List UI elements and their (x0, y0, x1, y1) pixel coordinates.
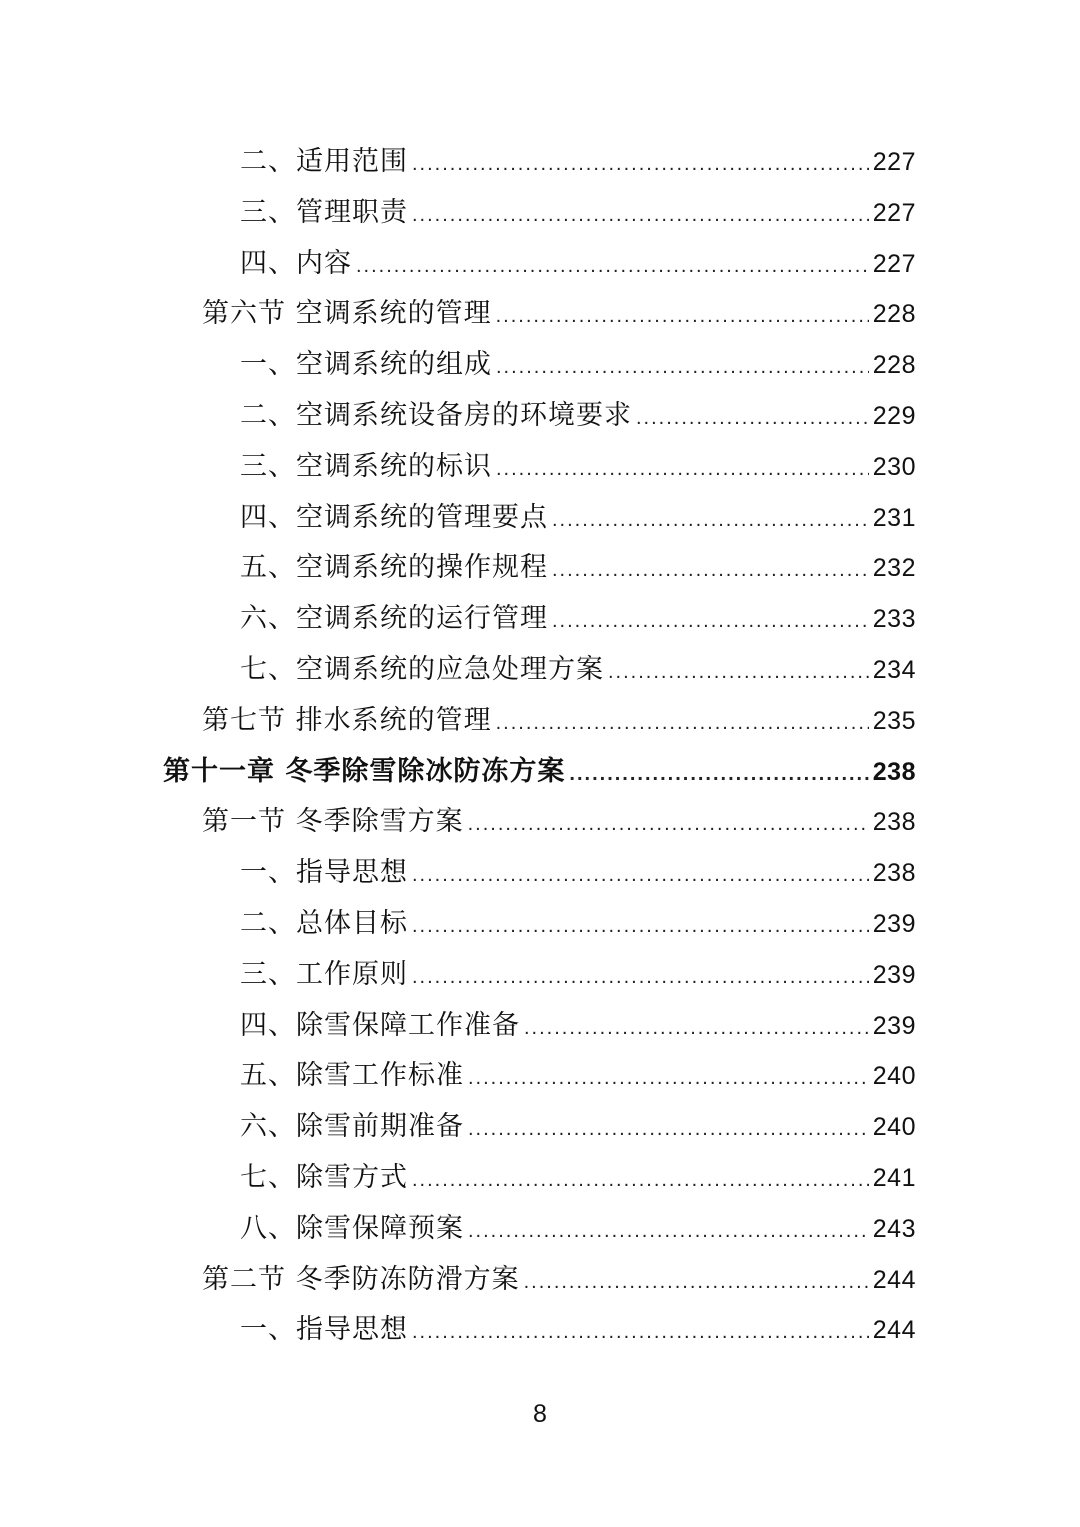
toc-entry-label: 一、指导思想 (240, 1314, 408, 1346)
toc-entry-page-number: 228 (872, 351, 916, 380)
toc-entry-page-number: 239 (872, 960, 916, 989)
toc-entry-page-number: 230 (872, 452, 916, 481)
toc-item-entry[interactable] (240, 442, 916, 492)
toc-dot-leader (552, 596, 869, 646)
toc-entry-label: 六、除雪前期准备 (240, 1111, 464, 1143)
toc-item-entry[interactable] (240, 493, 916, 543)
toc-item-entry[interactable] (240, 1204, 916, 1254)
toc-entry-page-number: 229 (872, 402, 916, 430)
toc-entry-page-number: 239 (872, 910, 916, 938)
toc-dot-leader (412, 850, 869, 900)
toc-entry-label: 八、除雪保障预案 (240, 1212, 464, 1244)
toc-item-entry[interactable] (240, 340, 916, 390)
toc-item-entry[interactable] (240, 543, 916, 593)
toc-item-entry[interactable] (240, 1001, 916, 1051)
toc-dot-leader (412, 1307, 869, 1357)
toc-section-entry[interactable] (202, 696, 916, 746)
toc-dot-leader (524, 1257, 869, 1307)
toc-dot-leader (524, 1003, 869, 1053)
toc-entry-label: 一、空调系统的组成 (240, 349, 492, 381)
toc-entry-label: 三、空调系统的标识 (240, 450, 492, 482)
toc-item-entry[interactable] (240, 391, 916, 441)
toc-entry-page-number: 228 (872, 300, 916, 329)
toc-entry-label: 第二节 冬季防冻防滑方案 (202, 1263, 520, 1295)
toc-item-entry[interactable] (240, 1051, 916, 1101)
toc-entry-page-number: 240 (872, 1113, 916, 1142)
toc-dot-leader (552, 495, 869, 545)
toc-entry-label: 一、指导思想 (240, 857, 408, 889)
toc-entry-page-number: 244 (872, 1265, 916, 1294)
toc-dot-leader (496, 291, 869, 341)
toc-entry-label: 二、空调系统设备房的环境要求 (240, 400, 632, 431)
toc-dot-leader (569, 749, 868, 799)
toc-dot-leader (356, 241, 869, 291)
toc-entry-page-number: 233 (872, 605, 916, 634)
toc-item-entry[interactable] (240, 950, 916, 1000)
toc-entry-label: 四、除雪保障工作准备 (240, 1009, 520, 1041)
toc-entry-label: 五、空调系统的操作规程 (240, 552, 548, 584)
toc-item-entry[interactable] (240, 594, 916, 644)
toc-entry-page-number: 241 (872, 1164, 916, 1192)
toc-item-entry[interactable] (240, 1305, 916, 1355)
toc-entry-page-number: 235 (872, 706, 916, 735)
toc-entry-page-number: 227 (872, 198, 916, 227)
toc-entry-label: 二、适用范围 (240, 146, 408, 177)
toc-entry-page-number: 238 (872, 859, 916, 888)
toc-entry-page-number: 239 (872, 1011, 916, 1040)
toc-dot-leader (412, 1155, 869, 1205)
toc-entry-page-number: 234 (872, 656, 916, 684)
toc-entry-page-number: 244 (872, 1316, 916, 1345)
toc-section-entry[interactable] (202, 289, 916, 339)
toc-entry-label: 七、空调系统的应急处理方案 (240, 654, 604, 685)
toc-entry-label: 二、总体目标 (240, 908, 408, 939)
toc-entry-page-number: 231 (872, 503, 916, 532)
toc-dot-leader (468, 1206, 869, 1256)
toc-dot-leader (468, 799, 869, 849)
toc-item-entry[interactable] (240, 1102, 916, 1152)
toc-item-entry[interactable] (240, 188, 916, 238)
toc-dot-leader (608, 647, 869, 697)
toc-dot-leader (552, 545, 869, 595)
toc-entry-label: 第十一章 冬季除雪除冰防冻方案 (163, 755, 566, 787)
toc-section-entry[interactable] (202, 1255, 916, 1305)
toc-item-entry[interactable] (240, 1153, 916, 1203)
toc-dot-leader (412, 952, 869, 1002)
toc-entry-label: 三、工作原则 (240, 958, 408, 990)
toc-item-entry[interactable] (240, 137, 916, 187)
toc-entry-page-number: 243 (872, 1214, 916, 1243)
toc-entry-label: 第一节 冬季除雪方案 (202, 806, 464, 838)
toc-dot-leader (412, 190, 869, 240)
toc-dot-leader (468, 1053, 869, 1103)
toc-dot-leader (496, 444, 869, 494)
toc-dot-leader (636, 393, 869, 443)
toc-entry-label: 四、空调系统的管理要点 (240, 501, 548, 533)
toc-entry-page-number: 240 (872, 1062, 916, 1091)
toc-entry-label: 五、除雪工作标准 (240, 1060, 464, 1092)
toc-entry-label: 六、空调系统的运行管理 (240, 603, 548, 635)
toc-item-entry[interactable] (240, 239, 916, 289)
toc-section-entry[interactable] (202, 797, 916, 847)
toc-dot-leader (496, 698, 869, 748)
toc-item-entry[interactable] (240, 645, 916, 695)
toc-entry-label: 四、内容 (240, 247, 352, 279)
toc-entry-page-number: 238 (872, 808, 916, 837)
toc-entry-page-number: 227 (872, 249, 916, 278)
toc-entry-label: 第六节 空调系统的管理 (202, 298, 492, 330)
toc-item-entry[interactable] (240, 899, 916, 949)
page-number: 8 (533, 1400, 547, 1428)
toc-dot-leader (412, 901, 869, 951)
toc-dot-leader (468, 1104, 869, 1154)
toc-entry-label: 三、管理职责 (240, 196, 408, 228)
toc-entry-page-number: 227 (872, 148, 916, 176)
toc-dot-leader (412, 139, 869, 189)
toc-entry-page-number: 238 (872, 757, 916, 786)
toc-entry-label: 第七节 排水系统的管理 (202, 704, 492, 736)
toc-entry-label: 七、除雪方式 (240, 1162, 408, 1193)
toc-chapter-entry[interactable] (163, 747, 916, 797)
toc-item-entry[interactable] (240, 848, 916, 898)
toc-entry-page-number: 232 (872, 554, 916, 583)
toc-dot-leader (496, 342, 869, 392)
